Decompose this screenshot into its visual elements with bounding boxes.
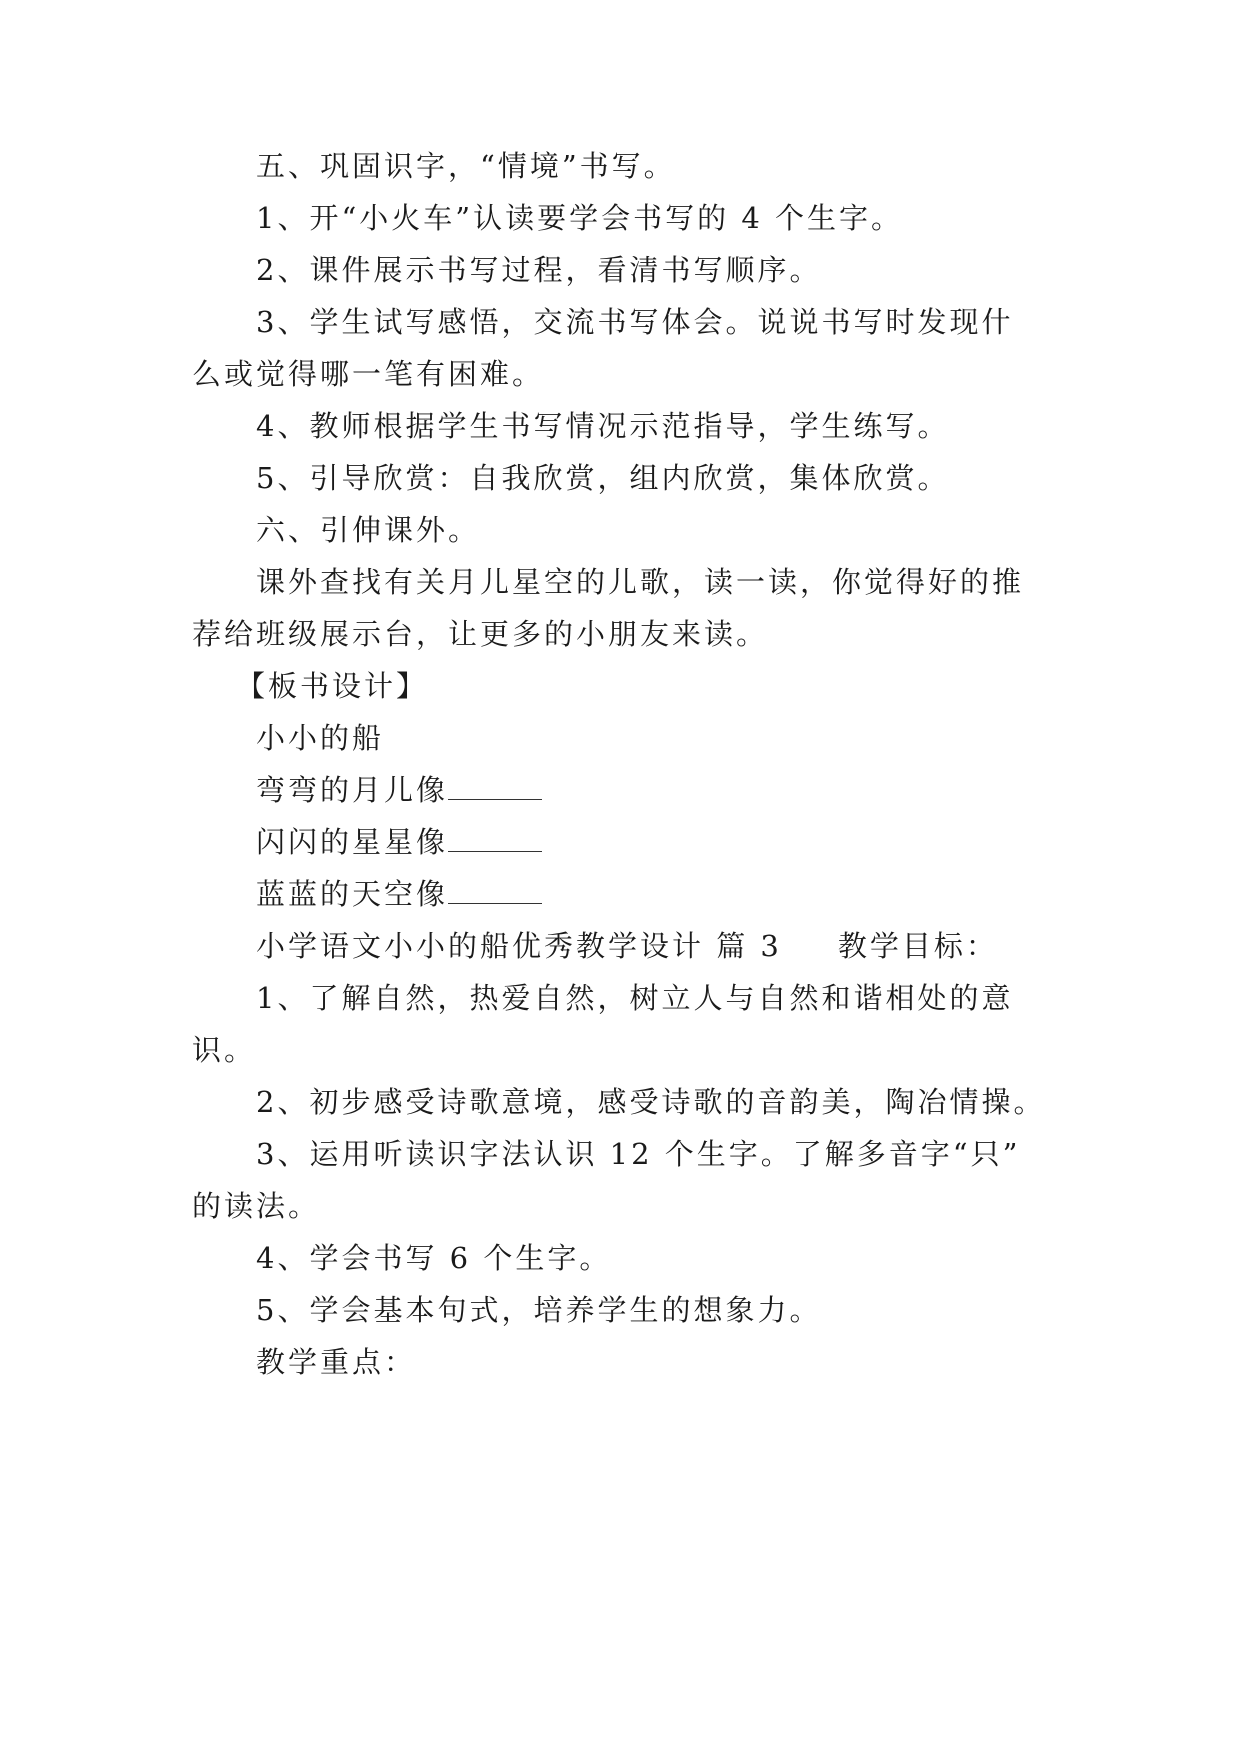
- board-line-2: [256, 770, 1116, 810]
- board-line-3-text: 闪闪的星星像: [256, 825, 449, 859]
- goal-3-line-2: 的读法。: [192, 1189, 321, 1223]
- board-design-title: 【板书设计】: [236, 669, 429, 703]
- section-6-title: 六、引伸课外。: [256, 513, 481, 547]
- goal-1-line-2: 识。: [192, 1033, 257, 1067]
- section-5-item-5: 5、引导欣赏：自我欣赏，组内欣赏，集体欣赏。: [256, 461, 950, 495]
- fill-in-blank: [448, 877, 542, 904]
- goal-4: 4、学会书写 6 个生字。: [256, 1241, 612, 1275]
- section-5-title: 五、巩固识字，“情境”书写。: [256, 149, 676, 183]
- teaching-goals-label: 教学目标：: [837, 929, 998, 963]
- part-3-heading-line: [256, 926, 1116, 966]
- section-6-paragraph-line-2: 荐给班级展示台，让更多的小朋友来读。: [192, 617, 769, 651]
- goal-2: 2、初步感受诗歌意境，感受诗歌的音韵美，陶冶情操。: [256, 1085, 1046, 1119]
- goal-3-line-1: 3、运用听读识字法认识 12 个生字。了解多音字“只”: [256, 1137, 1021, 1171]
- board-line-2-text: 弯弯的月儿像: [256, 773, 449, 807]
- section-5-item-1: 1、开“小火车”认读要学会书写的 4 个生字。: [256, 201, 903, 235]
- board-line-3: [256, 822, 1116, 862]
- goal-5: 5、学会基本句式，培养学生的想象力。: [256, 1293, 822, 1327]
- section-5-item-4: 4、教师根据学生书写情况示范指导，学生练写。: [256, 409, 950, 443]
- board-line-4-text: 蓝蓝的天空像: [256, 877, 449, 911]
- section-6-paragraph-line-1: 课外查找有关月儿星空的儿歌，读一读，你觉得好的推: [256, 565, 1025, 599]
- goal-1-line-1: 1、了解自然，热爱自然，树立人与自然和谐相处的意: [256, 981, 1014, 1015]
- board-line-1: 小小的船: [256, 721, 385, 755]
- part-3-heading: 小学语文小小的船优秀教学设计 篇 3: [256, 929, 782, 963]
- key-points-label: 教学重点：: [256, 1345, 417, 1379]
- board-line-4: [256, 874, 1116, 914]
- section-5-item-2: 2、课件展示书写过程，看清书写顺序。: [256, 253, 822, 287]
- fill-in-blank: [448, 825, 542, 852]
- section-5-item-3-line-2: 么或觉得哪一笔有困难。: [192, 357, 545, 391]
- fill-in-blank: [448, 773, 542, 800]
- section-5-item-3-line-1: 3、学生试写感悟，交流书写体会。说说书写时发现什: [256, 305, 1014, 339]
